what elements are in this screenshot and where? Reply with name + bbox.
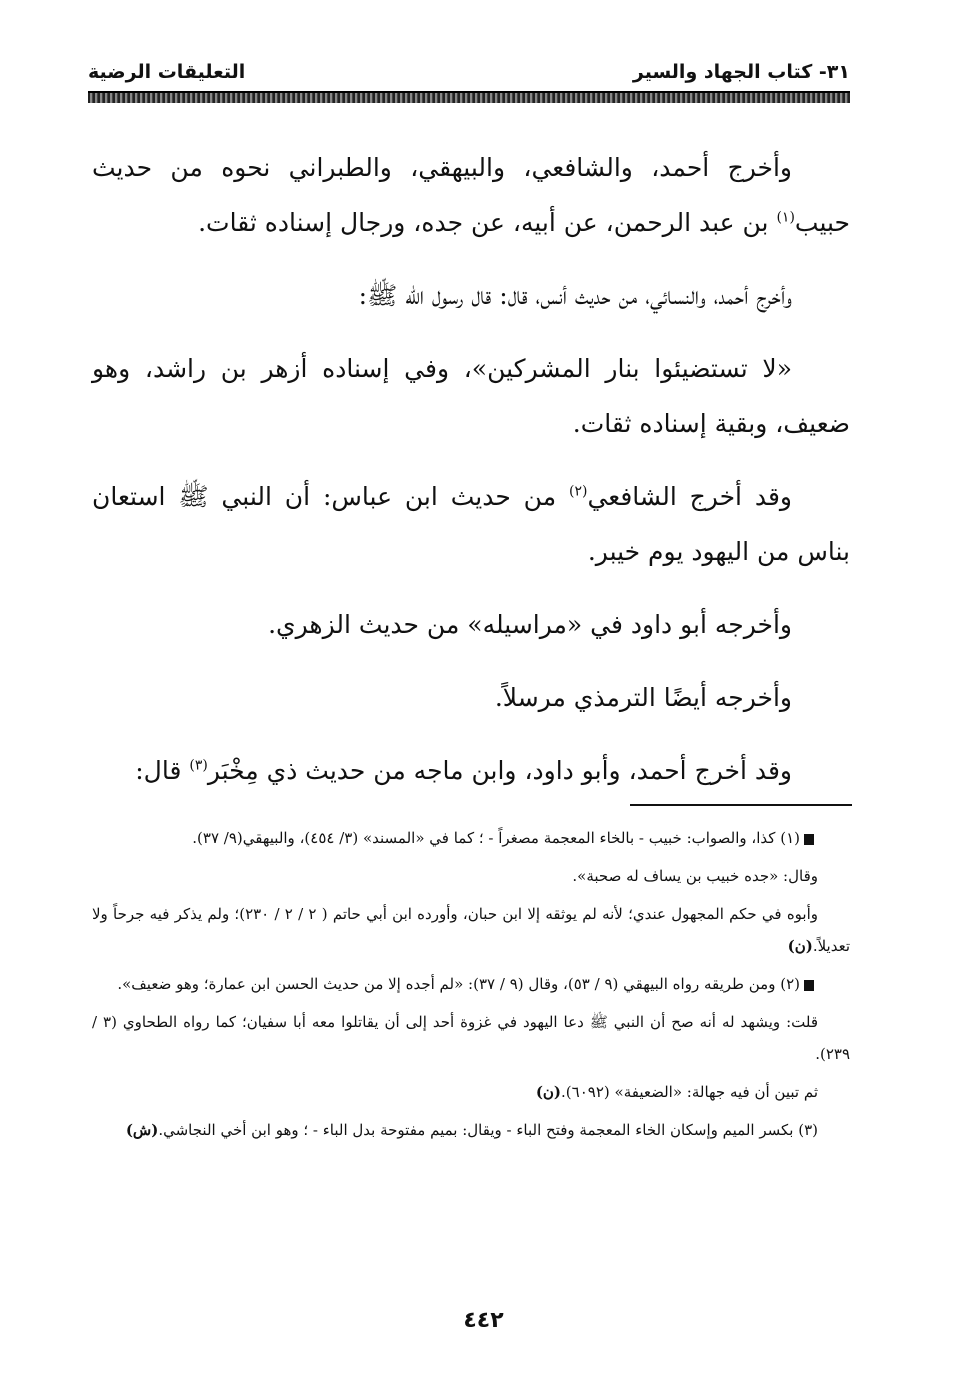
page-number: ٤٤٢ [463, 1308, 504, 1333]
footnote-rule [630, 804, 852, 806]
paragraph: «لا تستضيئوا بنار المشركين»، وفي إسناده أزهر بن راشد، وهو ضعيف، وبقية إسناده ثقات. [92, 354, 850, 438]
footnotes [92, 822, 850, 1152]
main-text [92, 140, 850, 798]
running-header [88, 52, 850, 92]
paragraph: وأخرجه أبو داود في «مراسيله» من حديث الزهري. [268, 610, 792, 639]
chapter-title: ٣١- كتاب الجهاد والسير [632, 61, 850, 83]
footnote: وقال: «جده خبيب بن يساف له صحبة». [572, 867, 818, 885]
footnote: قلت: ويشهد له أنه صح أن النبي ﷺ دعا اليهود في غزوة أحد إلى أن يقاتلوا معه أبا سفيان؛ كما رواه الطحاوي (٣ / ٢٣٩). [92, 1013, 850, 1063]
editor-sign: (ن) [787, 937, 813, 955]
paragraph: وأخرج أحمد، والشافعي، والبيهقي، والطبراني نحوه من حديث حبيب$^{(١)}$ بن عبد الرحمن، عن أبيه، عن جده، ورجال إسناده ثقات. [92, 153, 850, 237]
footnote: (٢) ومن طريقه رواه البيهقي (٩ / ٥٣)، وقال (٩ / ٣٧): «لم أجده إلا من حديث الحسن ابن عمارة؛ وهو ضعيف». [92, 968, 850, 1000]
editor-sign: (ن) [535, 1083, 562, 1101]
footnote: (٣) بكسر الميم وإسكان الخاء المعجمة وفتح الباء - ويقال: بميم مفتوحة بدل الباء - ؛ وهو ابن أخي النجاشي.(ش) [125, 1121, 818, 1139]
footnote: (١) كذا، والصواب: خبيب - بالخاء المعجمة مصغراً - ؛ كما في «المسند» (٣/ ٤٥٤)، والبيهقي(٩/ ٣٧). [92, 822, 850, 854]
footnote: وأبوه في حكم المجهول عندي؛ لأنه لم يوثقه إلا ابن حبان، وأورده ابن أبي حاتم ( ٢ / ٢ / ٢٣٠)؛ ولم يذكر فيه جرحاً ولا تعديلاً.(ن) [92, 905, 850, 955]
paragraph: وقد أخرج أحمد، وأبو داود، وابن ماجه من حديث ذي مِخْبَر$^{(٣)}$ قال: [135, 756, 792, 785]
editor-sign: (ش) [125, 1121, 159, 1139]
header-rule [88, 91, 850, 103]
paragraph: وقد أخرج الشافعي$^{(٢)}$ من حديث ابن عباس: أن النبي ﷺ استعان بناس من اليهود يوم خيبر. [92, 482, 850, 566]
footnote-ref: (٢) [568, 483, 588, 500]
footnote-ref: (١) [776, 209, 795, 226]
paragraph: وأخرجه أيضًا الترمذي مرسلاً. [494, 683, 792, 712]
square-marker-icon [804, 980, 814, 991]
footnote: ثم تبين أن فيه جهالة: «الضعيفة» (٦٠٩٢).(ن) [535, 1083, 818, 1101]
paragraph: وأخرج أحمد، والنسائي، من حديث أنس، قال: قال رسول الله ﷺ: [358, 281, 792, 310]
square-marker-icon [804, 834, 814, 845]
book-title: التعليقات الرضية [88, 61, 246, 83]
footnote-ref: (٣) [189, 757, 208, 774]
